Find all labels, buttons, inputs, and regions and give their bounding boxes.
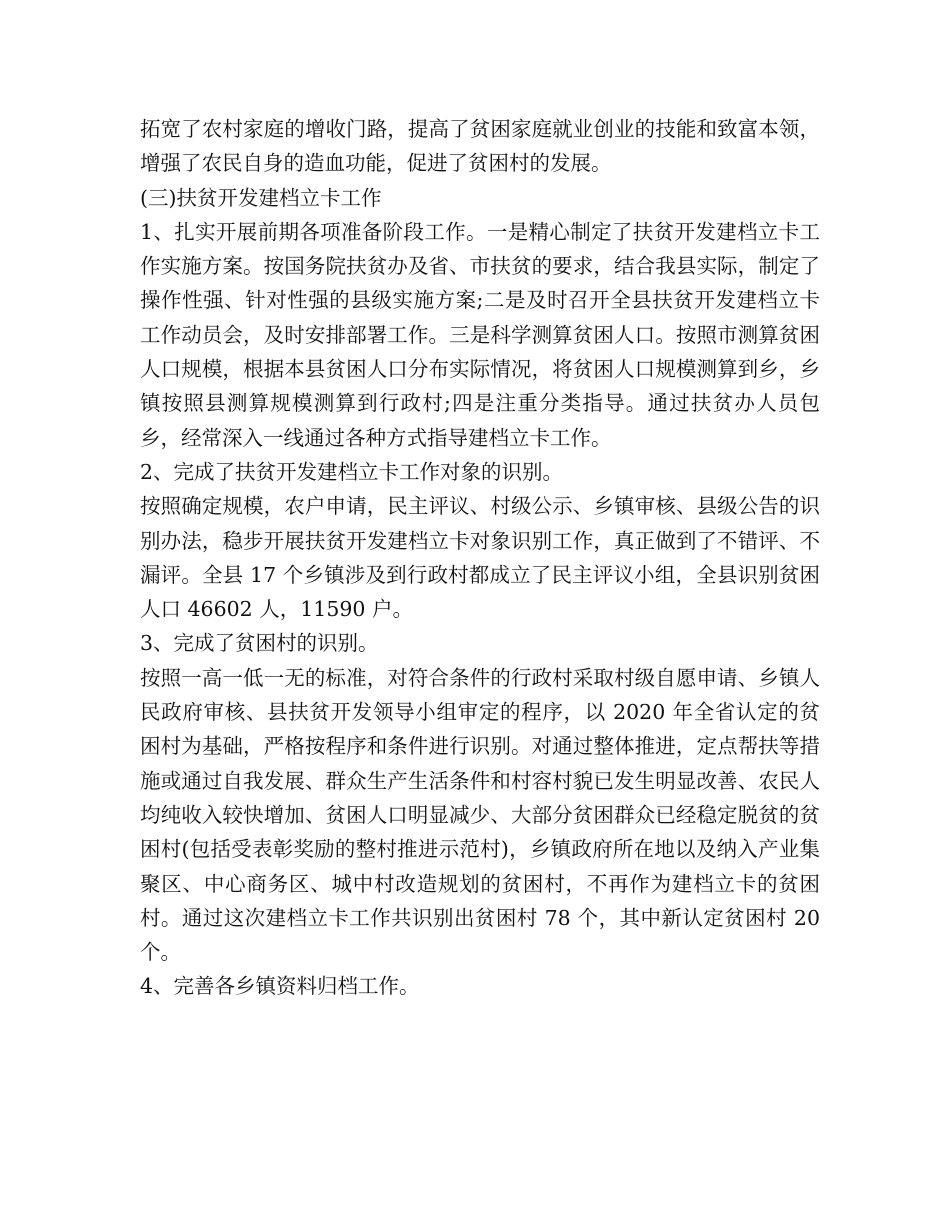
paragraph-object-identification-heading: 2、完成了扶贫开发建档立卡工作对象的识别。 [140, 459, 564, 484]
section-heading-filing: (三)扶贫开发建档立卡工作 [140, 185, 382, 210]
paragraph-income-channels: 拓宽了农村家庭的增收门路，提高了贫困家庭就业创业的技能和致富本领，增强了农民自身的造血功能，促进了贫困村的发展。 [140, 117, 820, 176]
paragraph-village-identification-detail: 按照一高一低一无的标准，对符合条件的行政村采取村级自愿申请、乡镇人民政府审核、县扶贫开发领导小组审定的程序，以 2020 年全省认定的贫困村为基础，严格按程序和条件进行识别。对通过整体推进，定点帮扶等措施或通过自我发展、群众生产生活条件和村容村貌已发生明显改善、农民人均纯收入较快增加、贫困人口明显减少、大部分贫困群众已经稳定脱贫的贫困村(包括受表彰奖励的整村推进示范村)，乡镇政府所在地以及纳入产业集聚区、中心商务区、城中村改造规划的贫困村，不再作为建档立卡的贫困村。通过这次建档立卡工作共识别出贫困村 78 个，其中新认定贫困村 20 个。 [140, 665, 820, 965]
paragraph-archiving: 4、完善各乡镇资料归档工作。 [140, 974, 420, 999]
document-body [140, 112, 820, 1004]
paragraph-preparation-work: 1、扎实开展前期各项准备阶段工作。一是精心制定了扶贫开发建档立卡工作实施方案。按国务院扶贫办及省、市扶贫的要求，结合我县实际，制定了操作性强、针对性强的县级实施方案;二是及时召开全县扶贫开发建档立卡工作动员会，及时安排部署工作。三是科学测算贫困人口。按照市测算贫困人口规模，根据本县贫困人口分布实际情况，将贫困人口规模测算到乡，乡镇按照县测算规模测算到行政村;四是注重分类指导。通过扶贫办人员包乡，经常深入一线通过各种方式指导建档立卡工作。 [140, 219, 820, 450]
paragraph-village-identification-heading: 3、完成了贫困村的识别。 [140, 631, 379, 656]
paragraph-object-identification-detail: 按照确定规模，农户申请，民主评议、村级公示、乡镇审核、县级公告的识别办法，稳步开展扶贫开发建档立卡对象识别工作，真正做到了不错评、不漏评。全县 17 个乡镇涉及到行政村都成立了民主评议小组，全县识别贫困人口 46602 人，11590 户。 [140, 494, 820, 622]
